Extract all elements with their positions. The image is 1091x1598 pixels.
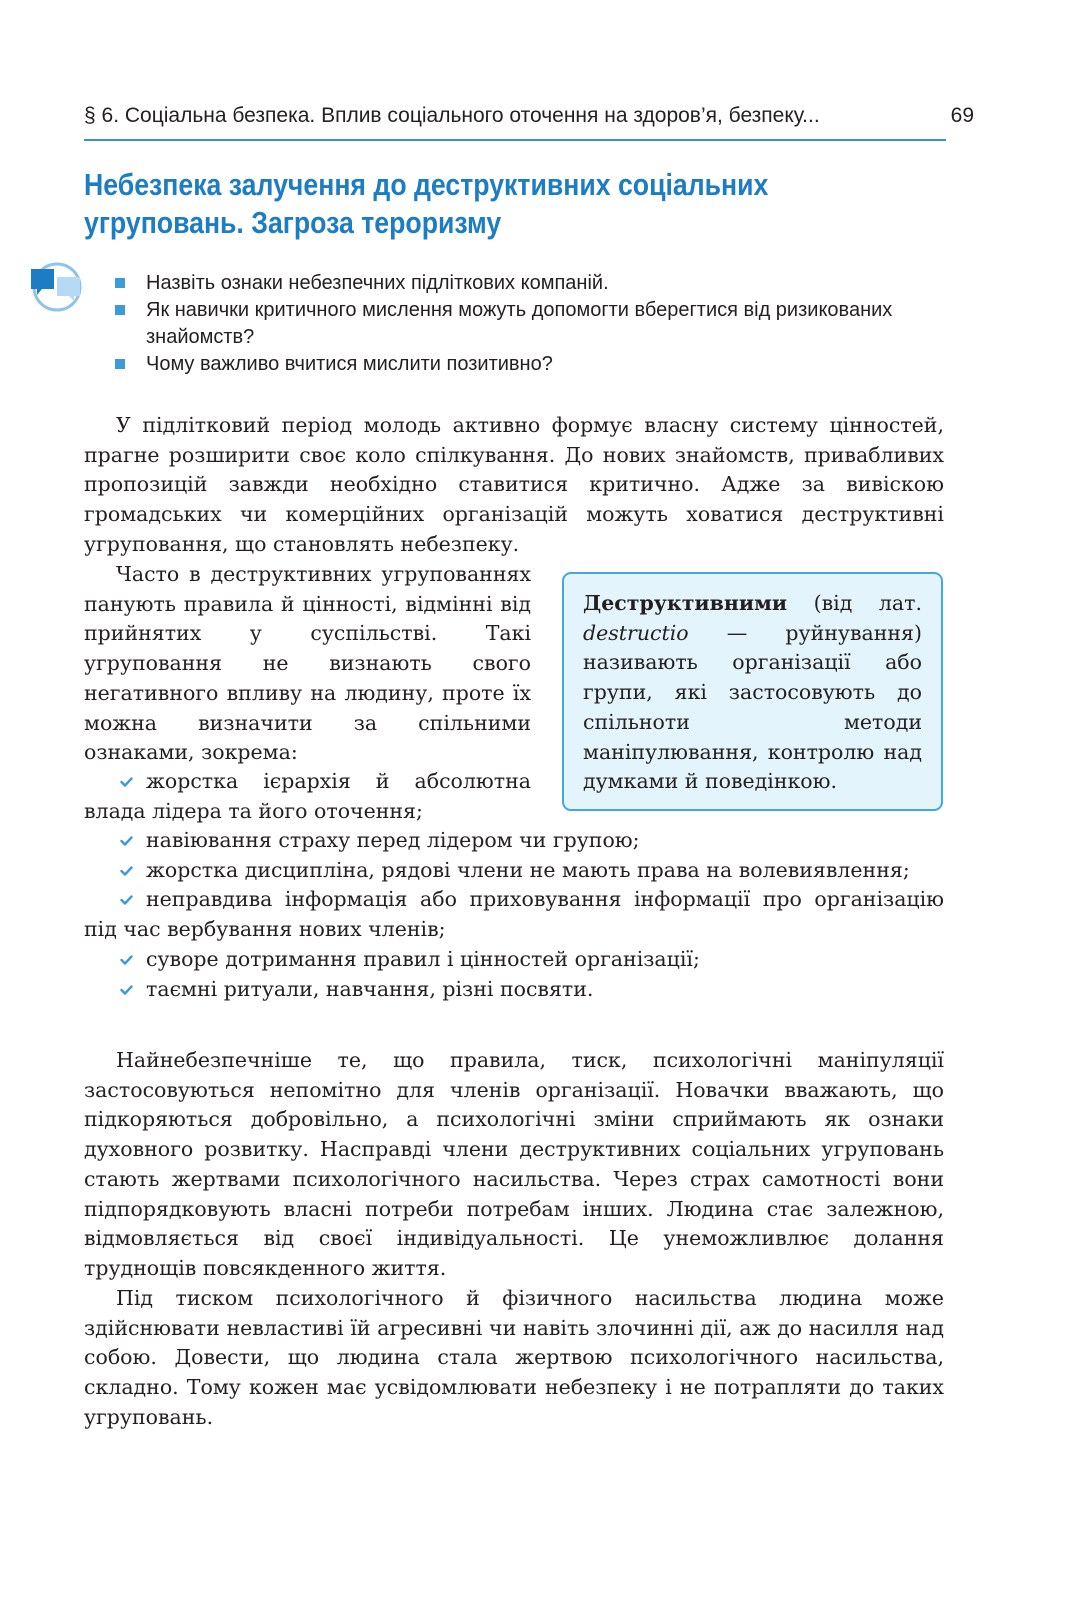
- definition-term: Деструктивними: [583, 591, 788, 615]
- sign-item: жорстка дисципліна, рядові члени не мають права на волевиявлення;: [84, 856, 944, 886]
- check-icon: [120, 865, 133, 877]
- paragraph-intro: У підлітковий період молодь активно формує власну систему цінностей, прагне розширити своє коло спілкування. До нових знайомств, привабливих пропозицій завжди необхідно ставитися критично. Адже за вивіскою громадських чи комерційних організацій можуть ховатися деструктивні угруповання, що становлять небезпеку.: [84, 413, 944, 556]
- question-item: Чому важливо вчитися мислити позитивно?: [112, 351, 950, 378]
- running-title: § 6. Соціальна безпека. Вплив соціального оточення на здоров’я, безпеку...: [84, 104, 820, 127]
- question-item: Назвіть ознаки небезпечних підліткових компаній.: [112, 270, 950, 297]
- section-title: [84, 166, 944, 242]
- definition-box: [562, 572, 943, 811]
- speech-bubbles-icon: [28, 262, 86, 314]
- definition-text: Деструктивними (від лат. destructio — руйнування) називають організації або групи, які застосовують до спільноти методи маніпулювання, контролю над думками й поведінкою.: [583, 591, 922, 794]
- header-rule: [84, 139, 946, 141]
- square-bullet-icon: [115, 359, 125, 369]
- check-icon: [120, 835, 133, 847]
- sign-item: навіювання страху перед лідером чи групою;: [84, 826, 944, 856]
- sign-item: таємні ритуали, навчання, різні посвяти.: [84, 975, 944, 1005]
- section-title-line-1: Небезпека залучення до деструктивних соціальних: [84, 167, 769, 202]
- sign-item: неправдива інформація або приховування інформації про організацію під час вербування нових членів;: [84, 887, 944, 942]
- paragraph-violence: Під тиском психологічного й фізичного насильства людина може здійснювати невластиві їй агресивні чи навіть злочинні дії, аж до насилля над собою. Довести, що людина стала жертвою психологічного насильства, складно. Тому кожен має усвідомлювати небезпеку і не потрапляти до таких угруповань.: [84, 1286, 944, 1429]
- paragraph-signs-intro: Часто в деструктивних угрупованнях панують правила й цінності, відмінні від прийнятих у суспільстві. Такі угруповання не визнають свого негативного впливу на людину, проте їх можна визначити за спільними ознаками, зокрема:: [84, 562, 531, 765]
- latin-word: destructio: [583, 620, 689, 645]
- section-title-line-2: угруповань. Загроза тероризму: [84, 205, 502, 240]
- check-icon: [120, 984, 133, 996]
- page-number: 69: [950, 104, 974, 127]
- check-icon: [120, 894, 133, 906]
- signs-list: [84, 826, 944, 1004]
- check-icon: [120, 954, 133, 966]
- square-bullet-icon: [115, 305, 125, 315]
- square-bullet-icon: [115, 278, 125, 288]
- paragraph-dangers: Найнебезпечніше те, що правила, тиск, психологічні маніпуляції застосовуються непомітно для членів організації. Новачки вважають, що підкоряються добровільно, а психологічні зміни сприймають як ознаки духовного розвитку. Насправді члени деструктивних соціальних угруповань стають жертвами психологічного насильства. Через страх самотності вони підпорядковують власні потреби потребам інших. Людина стає залежною, відмовляється від своєї індивідуальності. Це унеможливлює долання труднощів повсякденного життя.: [84, 1048, 944, 1280]
- sign-item: суворе дотримання правил і цінностей організації;: [84, 945, 944, 975]
- running-head: [84, 104, 974, 128]
- check-icon: [120, 776, 133, 788]
- sign-item: жорстка ієрархія й абсолютна влада лідера та його оточення;: [84, 769, 531, 823]
- question-item: Як навички критичного мислення можуть допомогти вберегтися від ризикованих знайомств?: [112, 297, 950, 351]
- questions-list: [112, 270, 950, 378]
